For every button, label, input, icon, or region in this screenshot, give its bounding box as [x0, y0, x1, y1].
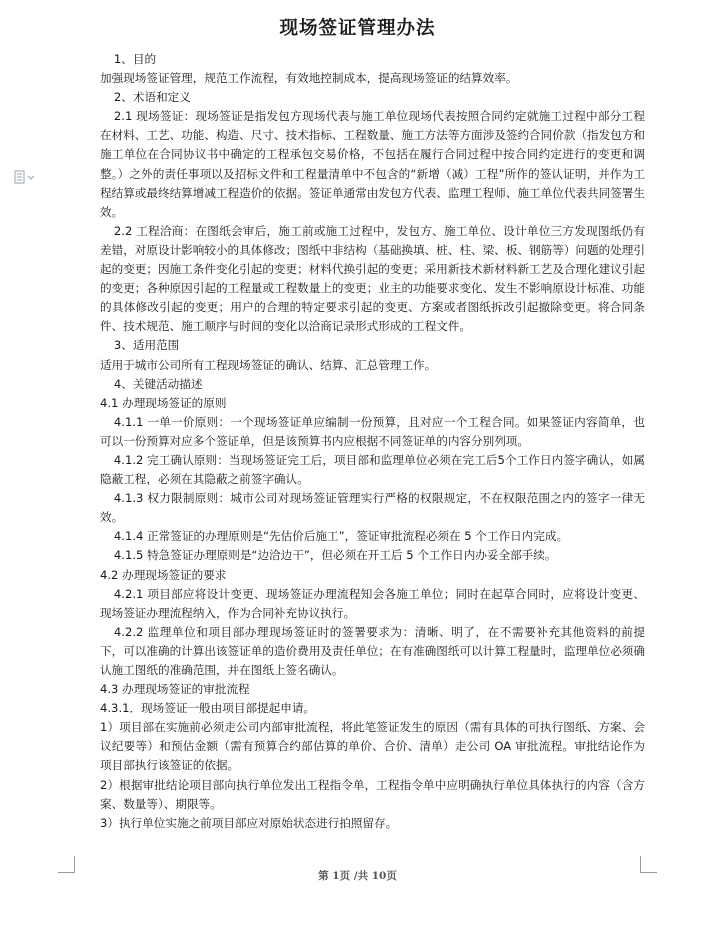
- heading-key-activities: 4、关键活动描述: [113, 376, 203, 391]
- paragraph-process-step-3: 3）执行单位实施之前项目部应对原始状态进行拍照留存。: [100, 815, 398, 830]
- paragraph-principle-4-1-3: 4.1.3 权力限制原则：城市公司对现场签证管理实行严格的权限规定，不在权限范围之内的签字一律无效。: [100, 491, 645, 525]
- paragraph-process-step-1: 1）项目部在实施前必须走公司内部审批流程，将此笔签证发生的原因（需有具体的可执行图纸、方案、会议纪要等）和预估金额（需有预算合约部估算的单价、合价、清单）走公司 OA 审批流程。审批结论作为项目部执行该签证的依据。: [100, 720, 645, 773]
- paragraph-site-visa-definition: 2.1 现场签证：现场签证是指发包方现场代表与施工单位现场代表按照合同约定就施工过程中部分工程在材料、工艺、功能、构造、尺寸、技术指标、工程数量、施工方法等方面涉及签约合同价款（指发包方和施工单位在合同协议书中确定的工程承包交易价格，不包括在履行合同过程中按合同约定进行的变更和调整。）之外的责任事项以及招标文件和工程量清单中不包含的“新增（减）工程”所作的签认证明，并作为工程结算或最终结算增减工程造价的依据。签证单通常由发包方代表、监理工程师、施工单位代表共同签署生效。: [100, 109, 645, 219]
- paragraph-principle-4-1-5: 4.1.5 特急签证办理原则是“边洽边干”，但必须在开工后 5 个工作日内办妥全部手续。: [113, 548, 557, 563]
- paragraph-principle-4-1-1: 4.1.1 一单一价原则：一个现场签证单应编制一份预算，且对应一个工程合同。如果签证内容简单，也可以一份预算对应多个签证单，但是该预算书内应根据不同签证单的内容分别列项。: [100, 414, 645, 448]
- heading-principles: 4.1 办理现场签证的原则: [100, 395, 227, 410]
- paragraph-requirement-4-2-1: 4.2.1 项目部应将设计变更、现场签证办理流程知会各施工单位；同时在起草合同时，应将设计变更、现场签证办理流程纳入，作为合同补充协议执行。: [100, 586, 645, 620]
- paragraph-requirement-4-2-2: 4.2.2 监理单位和项目部办理现场签证时的签署要求为：清晰、明了，在不需要补充其他资料的前提下，可以准确的计算出该签证单的造价费用及责任单位；在有准确图纸可以计算工程量时，监理单位必须确认施工图纸的准确范围，并在图纸上签名确认。: [100, 624, 645, 677]
- paragraph-scope: 适用于城市公司所有工程现场签证的确认、结算、汇总管理工作。: [100, 357, 437, 372]
- paragraph-process-step-2: 2）根据审批结论项目部向执行单位发出工程指令单，工程指令单中应明确执行单位具体执行的内容（含方案、数量等）、期限等。: [100, 777, 645, 811]
- document-outline-icon[interactable]: [14, 170, 40, 184]
- paragraph-purpose: 加强现场签证管理，规范工作流程，有效地控制成本，提高现场签证的结算效率。: [100, 71, 518, 86]
- paragraph-negotiation-definition: 2.2 工程洽商：在图纸会审后，施工前或施工过程中，发包方、施工单位、设计单位三方发现图纸仍有差错，对原设计影响较小的具体修改；图纸中非结构（基础换填、桩、柱、梁、板、钢筋等）问题的处理引起的变更；因施工条件变化引起的变更；材料代换引起的变更；采用新技术新材料新工艺及合理化建议引起的变更；各种原因引起的工程量或工程数量上的变更；业主的功能要求变化、发生不影响原设计标准、功能的具体修改引起的变更；用户的合理的特定要求引起的变更、方案或者图纸拆改引起撤除变更。将合同条件、技术规范、施工顺序与时间的变化以洽商记录形式形成的工程文件。: [100, 223, 645, 334]
- paragraph-principle-4-1-2: 4.1.2 完工确认原则：当现场签证完工后，项目部和监理单位必须在完工后5个工作日内签字确认，如属隐蔽工程，必须在其隐蔽之前签字确认。: [100, 452, 645, 487]
- heading-scope: 3、适用范围: [113, 338, 180, 353]
- page-number-footer: 第 1页 /共 10页: [318, 870, 397, 882]
- heading-approval-process: 4.3 办理现场签证的审批流程: [100, 682, 250, 697]
- document-body: [100, 50, 645, 833]
- heading-terms: 2、术语和定义: [113, 90, 191, 105]
- document-title: 现场签证管理办法: [279, 18, 436, 39]
- paragraph-principle-4-1-4: 4.1.4 正常签证的办理原则是“先估价后施工”，签证审批流程必须在 5 个工作日内完成。: [113, 529, 569, 544]
- heading-purpose: 1、目的: [113, 52, 157, 66]
- heading-requirements: 4.2 办理现场签证的要求: [100, 567, 227, 582]
- paragraph-process-4-3-1: 4.3.1．现场签证一般由项目部提起申请。: [100, 701, 316, 716]
